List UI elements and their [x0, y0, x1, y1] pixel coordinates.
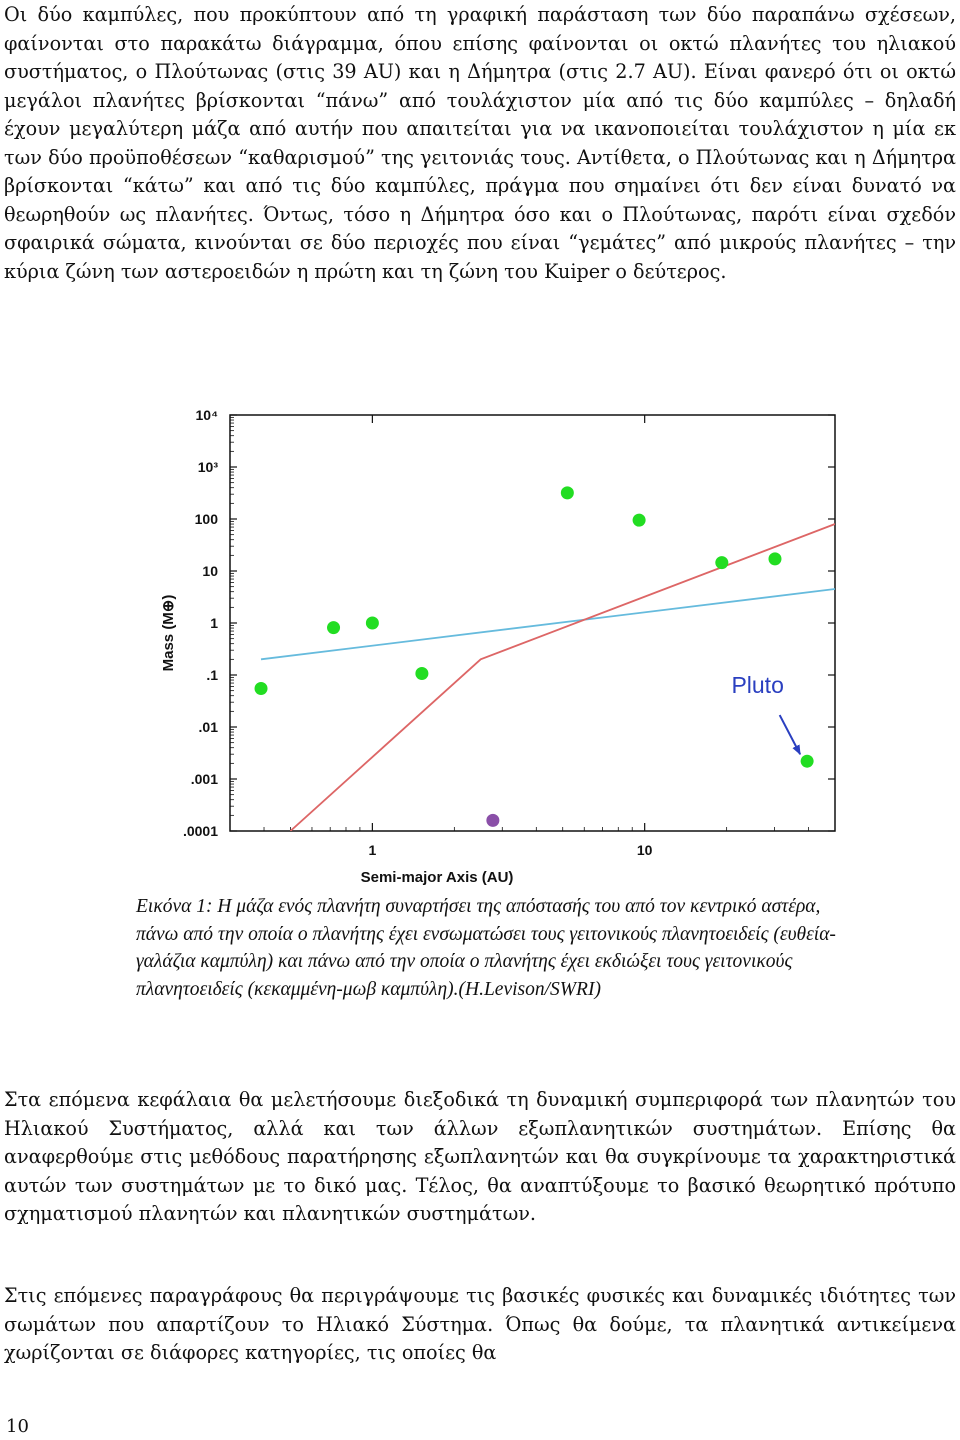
data-point — [486, 814, 499, 827]
data-point — [801, 755, 814, 768]
data-point — [561, 486, 574, 499]
y-tick-label: .001 — [190, 771, 218, 787]
x-tick-label: 1 — [368, 842, 377, 858]
x-axis-title: Semi-major Axis (AU) — [360, 869, 514, 886]
next-chapters-paragraph: Στα επόμενα κεφάλαια θα μελετήσουμε διεξοδικά τη δυναμική συμπεριφορά των πλανητών του Ηλιακού Συστήματος, αλλά και των άλλων εξωπλανητικών συστημάτων. Επίσης θα αναφερθούμε στις μεθόδους παρατήρησης εξωπλανητών και θα συγκρίνουμε τα χαρακτηριστικά αυτών των συστημάτων με το δικό μας. Τέλος, θα αναπτύξουμε το βασικό θεωρητικό πρότυπο σχηματισμού πλανητών και πλανητικών συστημάτων. — [4, 1088, 956, 1225]
y-tick-label: 10³ — [197, 459, 218, 475]
y-tick-label: .1 — [206, 667, 218, 683]
pluto-arrow — [780, 715, 800, 754]
page-number: 10 — [6, 1416, 29, 1437]
mass-vs-semimajor-axis-chart — [145, 388, 860, 888]
pluto-annotation-label: Pluto — [731, 672, 784, 699]
x-tick-label: 10 — [636, 842, 653, 858]
data-point — [327, 621, 340, 634]
y-axis-title: Mass (M⊕) — [160, 594, 177, 672]
data-point — [366, 617, 379, 630]
y-tick-label: .01 — [198, 719, 218, 735]
intro-paragraph: Οι δύο καμπύλες, που προκύπτουν από τη γραφική παράσταση των δύο παραπάνω σχέσεων, φαίνονται στο παρακάτω διάγραμμα, όπου επίσης φαίνονται οι οκτώ πλανήτες του ηλιακού συστήματος, ο Πλούτωνας (στις 39 AU) και η Δήμητρα (στις 2.7 AU). Είναι φανερό ότι οι οκτώ μεγάλοι πλανήτες βρίσκονται “πάνω” από τουλάχιστον μία από τις δύο καμπύλες – δηλαδή έχουν μεγαλύτερη μάζα από αυτήν που απαιτείται για να ικανοποιείται τουλάχιστον η μία εκ των δύο προϋποθέσεων “καθαρισμού” της γειτονιάς τους. Αντίθετα, ο Πλούτωνας και η Δήμητρα βρίσκονται “κάτω” και από τις δύο καμπύλες, πράγμα που σημαίνει ότι δεν είναι δυνατό να θεωρηθούν ως πλανήτες. Όντως, τόσο η Δήμητρα όσο και ο Πλούτωνας, παρότι είναι σχεδόν σφαιρικά σώματα, κινούνται σε δύο περιοχές που είναι “γεμάτες” από μικρούς πλανήτες – την κύρια ζώνη των αστεροειδών η πρώτη και τη ζώνη του Kuiper ο δεύτερος. — [4, 3, 956, 283]
next-paragraphs-paragraph: Στις επόμενες παραγράφους θα περιγράψουμε τις βασικές φυσικές και δυναμικές ιδιότητες των σωμάτων που απαρτίζουν το Ηλιακό Σύστημα. Όπως θα δούμε, τα πλανητικά αντικείμενα χωρίζονται σε διάφορες κατηγορίες, τις οποίες θα — [4, 1284, 956, 1364]
data-point — [255, 682, 268, 695]
y-tick-label: 100 — [194, 511, 218, 527]
data-point — [633, 514, 646, 527]
data-point — [415, 667, 428, 680]
figure-caption: Εικόνα 1: Η μάζα ενός πλανήτη συναρτήσει της απόστασής του από τον κεντρικό αστέρα, πάνω από την οποία ο πλανήτης έχει ενσωματώσει τους γειτονικούς πλανητοειδείς (ευθεία-γαλάζια καμπύλη) και πάνω από την οποία ο πλανήτης έχει εκδιώξει τους γειτονικούς πλανητοειδείς (κεκαμμένη-μωβ καμπύλη).(H.Levison/SWRI) — [136, 896, 836, 1000]
data-point — [768, 552, 781, 565]
chart-svg — [145, 388, 860, 888]
linear-curve — [261, 589, 835, 659]
y-tick-label: .0001 — [182, 823, 218, 839]
plot-frame — [230, 415, 835, 831]
data-point — [715, 556, 728, 569]
y-tick-label: 1 — [210, 615, 218, 631]
y-tick-label: 10 — [202, 563, 218, 579]
y-tick-label: 10⁴ — [195, 407, 218, 423]
